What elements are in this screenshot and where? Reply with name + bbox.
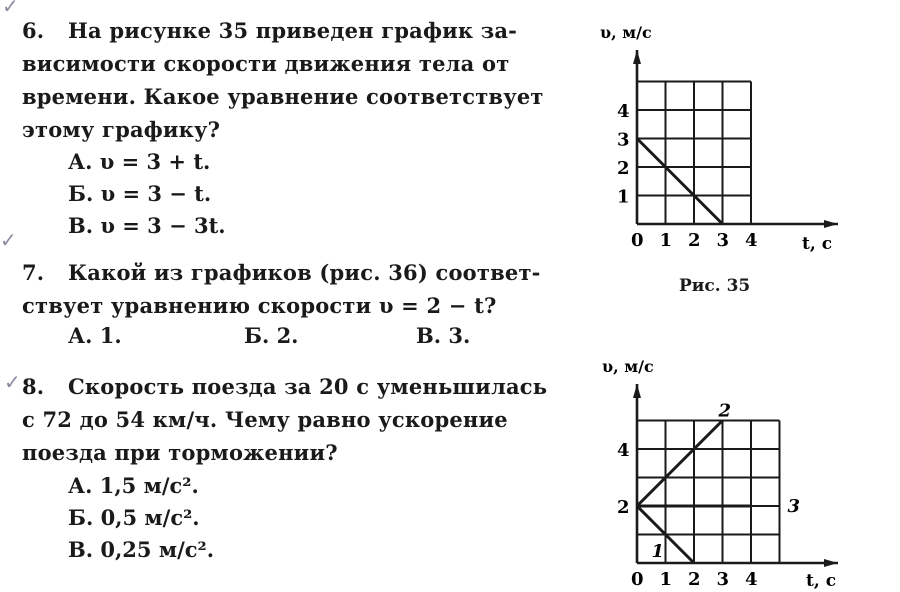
x-tick-label: 2 xyxy=(688,230,701,251)
question-6-line: висимости скорости движения тела от xyxy=(22,51,510,76)
answer-option[interactable]: А. 1. xyxy=(68,323,122,348)
x-axis-arrow xyxy=(824,559,838,567)
answer-option[interactable]: А. 1,5 м/с². xyxy=(68,473,199,498)
answer-option[interactable]: В. 0,25 м/с². xyxy=(68,537,215,562)
answer-option[interactable]: А. υ = 3 + t. xyxy=(68,149,211,174)
question-7 xyxy=(22,256,541,322)
answer-option[interactable]: Б. 0,5 м/с². xyxy=(68,505,200,530)
x-tick-label: 1 xyxy=(659,569,673,590)
y-axis-label: υ, м/с xyxy=(602,357,654,376)
y-tick-label: 3 xyxy=(617,129,630,151)
x-axis-arrow xyxy=(824,220,838,228)
x-axis-label: t, с xyxy=(802,234,833,254)
x-tick-label: 3 xyxy=(716,230,730,251)
data-lines xyxy=(637,421,751,564)
x-tick-label: 0 xyxy=(631,569,644,590)
x-tick-label: 3 xyxy=(716,569,730,590)
question-8-line: с 72 до 54 км/ч. Чему равно ускорение xyxy=(22,407,508,432)
y-tick-label: 2 xyxy=(617,497,630,518)
line-labels xyxy=(652,401,801,563)
check-mark-icon: ✓ xyxy=(4,370,21,394)
question-6-line: этому графику? xyxy=(22,117,221,142)
axes xyxy=(633,384,838,567)
series-label: 3 xyxy=(787,496,801,517)
y-tick-label: 4 xyxy=(617,101,630,122)
y-tick-label: 4 xyxy=(617,440,630,461)
question-number: 6. xyxy=(22,18,45,43)
grid xyxy=(637,82,751,225)
series-label: 2 xyxy=(718,400,732,422)
question-8-line: поезда при торможении? xyxy=(22,440,338,465)
answer-option[interactable]: Б. 2. xyxy=(244,323,299,348)
x-tick-label: 2 xyxy=(688,569,701,590)
series-line xyxy=(637,139,723,225)
question-6-line: времени. Какое уравнение соответствует xyxy=(22,84,544,109)
question-8 xyxy=(22,370,547,469)
y-axis-arrow xyxy=(633,384,641,398)
series-label: 1 xyxy=(651,541,665,562)
x-tick-label: 4 xyxy=(745,569,758,590)
axes xyxy=(633,50,838,228)
check-mark-icon: ✓ xyxy=(0,228,17,252)
x-tick-label: 0 xyxy=(631,230,644,251)
answer-option[interactable]: В. υ = 3 − 3t. xyxy=(68,213,226,238)
tick-labels xyxy=(617,440,758,590)
question-6-options xyxy=(68,146,226,242)
question-7-line: ствует уравнению скорости υ = 2 − t? xyxy=(22,293,497,318)
question-6 xyxy=(22,14,544,146)
question-8-line: 8. Скорость поезда за 20 с уменьшилась xyxy=(22,370,547,403)
y-axis-label: υ, м/с xyxy=(600,23,652,42)
x-tick-label: 4 xyxy=(745,230,758,251)
figure-caption: Рис. 35 xyxy=(679,276,751,296)
y-tick-label: 2 xyxy=(617,158,630,179)
tick-labels xyxy=(617,101,758,251)
grid xyxy=(637,421,780,564)
series-line xyxy=(637,421,723,507)
question-6-line: 6. На рисунке 35 приведен график за- xyxy=(22,14,544,47)
y-tick-label: 1 xyxy=(617,186,630,208)
answer-option[interactable]: В. 3. xyxy=(416,323,471,348)
x-tick-label: 1 xyxy=(659,230,673,251)
question-number: 8. xyxy=(22,374,45,399)
x-axis-label: t, с xyxy=(806,571,837,591)
question-number: 7. xyxy=(22,260,45,285)
check-mark-icon: ✓ xyxy=(2,0,19,18)
answer-option[interactable]: Б. υ = 3 − t. xyxy=(68,181,212,206)
series-line xyxy=(637,506,694,563)
question-8-options xyxy=(68,470,214,566)
data-lines xyxy=(637,139,723,225)
y-axis-arrow xyxy=(633,50,641,64)
question-7-line: 7. Какой из графиков (рис. 36) соответ- xyxy=(22,256,541,289)
